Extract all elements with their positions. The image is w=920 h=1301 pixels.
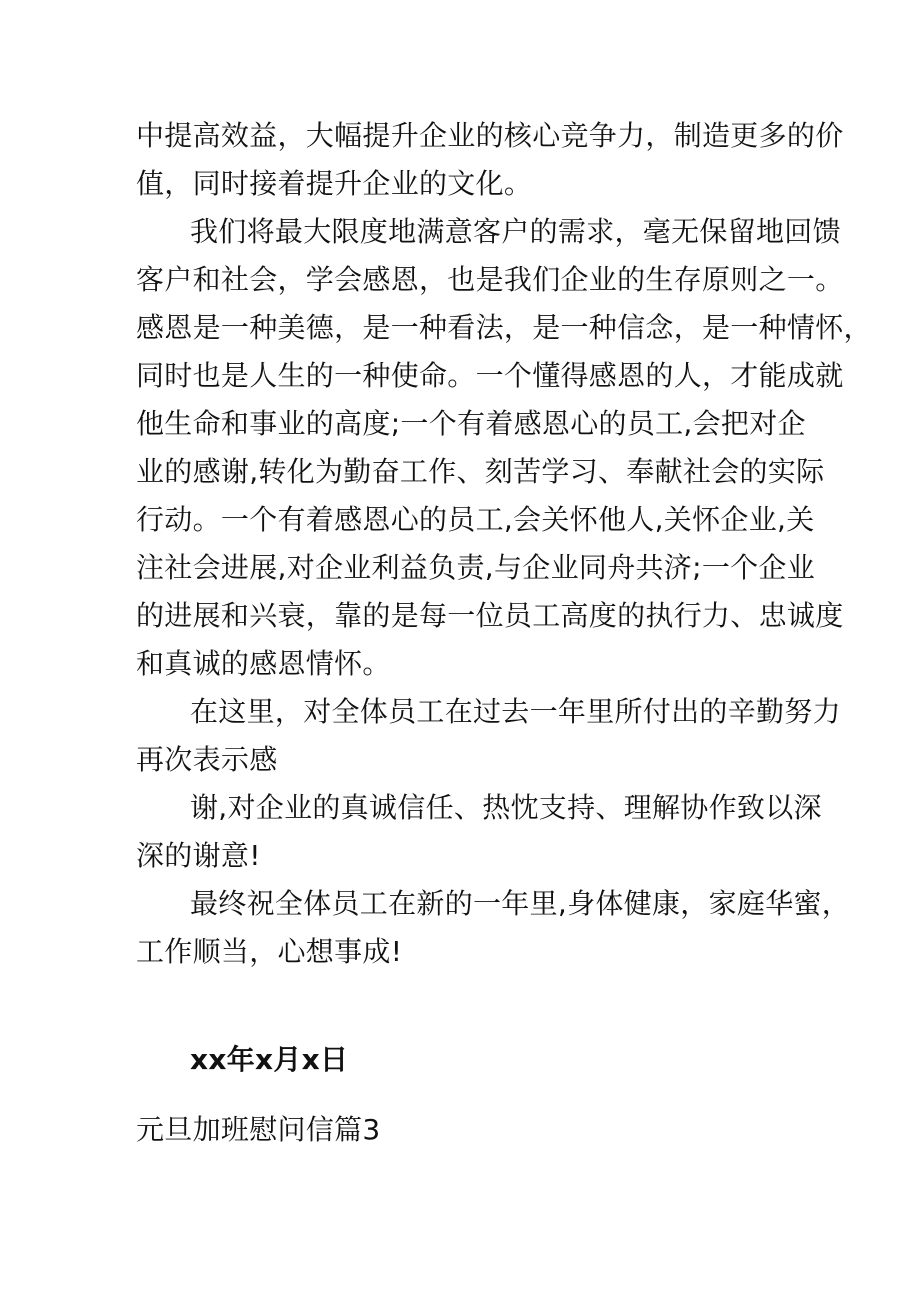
- paragraph-line: 工作顺当，心想事成!: [136, 935, 403, 968]
- paragraph-line: 深的谢意!: [136, 839, 261, 872]
- paragraph-line: 值，同时接着提升企业的文化。: [136, 167, 533, 200]
- paragraph-line: 最终祝全体员工在新的一年里,身体健康，家庭华蜜，: [190, 887, 851, 920]
- section-title: 元旦加班慰问信篇3: [136, 1113, 381, 1146]
- paragraph-line: 再次表示感: [136, 743, 278, 776]
- paragraph-line: 感恩是一种美德，是一种看法，是一种信念，是一种情怀，: [136, 311, 872, 344]
- paragraph-line: 我们将最大限度地满意客户的需求，毫无保留地回馈: [190, 215, 841, 248]
- paragraph-line: 他生命和事业的高度;一个有着感恩心的员工,会把对企: [136, 407, 806, 440]
- letter-date: xx年x月x日: [190, 1043, 349, 1076]
- paragraph-line: 行动。一个有着感恩心的员工,会关怀他人,关怀企业,关: [136, 503, 815, 536]
- paragraph-line: 在这里，对全体员工在过去一年里所付出的辛勤努力: [190, 695, 841, 728]
- paragraph-line: 业的感谢,转化为勤奋工作、刻苦学习、奉献社会的实际: [136, 455, 825, 488]
- paragraph-line: 的进展和兴衰，靠的是每一位员工高度的执行力、忠诚度: [136, 599, 844, 632]
- paragraph-line: 谢,对企业的真诚信任、热忱支持、理解协作致以深: [190, 791, 822, 824]
- paragraph-line: 中提高效益，大幅提升企业的核心竞争力，制造更多的价: [136, 119, 844, 152]
- paragraph-line: 注社会进展,对企业利益负责,与企业同舟共济;一个企业: [136, 551, 816, 584]
- paragraph-line: 客户和社会，学会感恩，也是我们企业的生存原则之一。: [136, 263, 844, 296]
- paragraph-line: 和真诚的感恩情怀。: [136, 647, 391, 680]
- paragraph-line: 同时也是人生的一种使命。一个懂得感恩的人，才能成就: [136, 359, 844, 392]
